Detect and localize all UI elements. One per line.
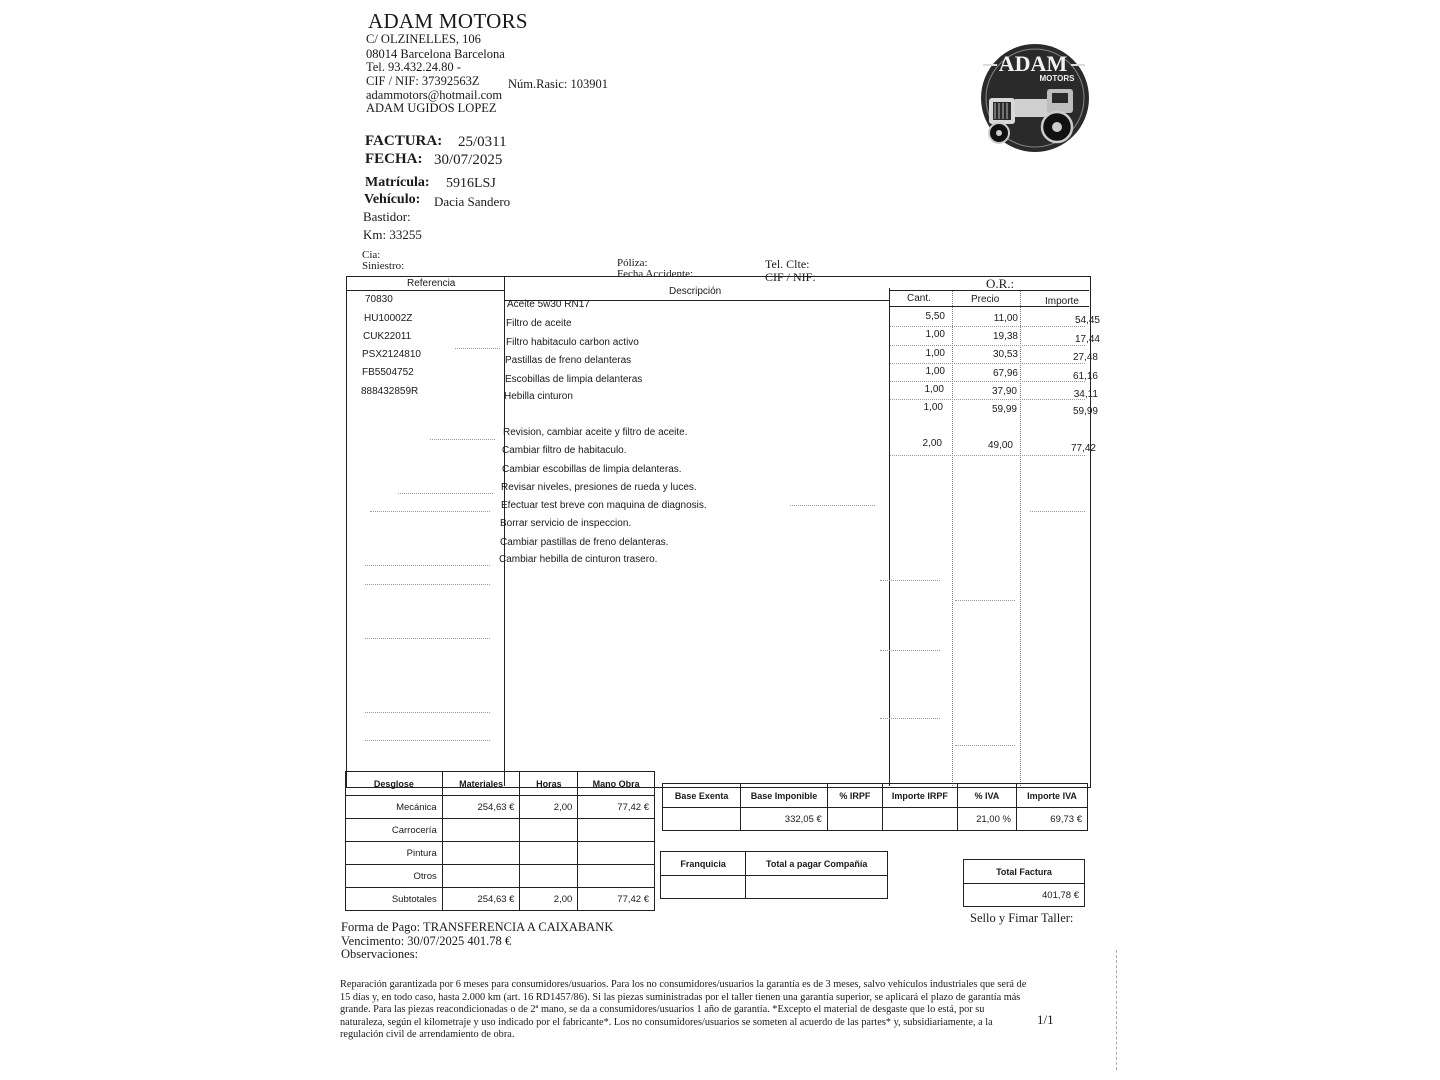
desglose-materiales (442, 819, 520, 842)
legal-text: Reparación garantizada por 6 meses para consumidores/usuarios. Para los no consumidores/usuarios la garantía es de 3 meses, salvo vehículos industriales que será de 15 días y, en todo caso, hasta 2.000 km (art. 16 RD1457/86). Si las piezas suministradas por el taller tienen una garantía superior, se aplicará el plazo de garantía más grande. Para las piezas reacondicionadas o de 2ª mano, se da a consumidores/usuarios 1 año de garantía. *Excepto el material de desgaste que lo está, por su naturaleza, según el kilometraje y uso indicado por el fabricante*. Los no consumidores/usuarios se someten al acuerdo de las partes* y, subsidiariamente, a la regulación civil de arrendamiento de obra. (340, 979, 1027, 1041)
desglose-row-label: Subtotales (346, 888, 443, 911)
item-ref: PSX2124810 (362, 349, 421, 360)
desglose-header: Materiales (442, 772, 520, 796)
labor-line: Cambiar pastillas de freno delanteras. (500, 537, 669, 548)
item-cant: 1,00 (925, 366, 945, 377)
desglose-materiales (442, 842, 520, 865)
company-rasic: Núm.Rasic: 103901 (508, 77, 608, 91)
desglose-mano-obra (578, 819, 655, 842)
tax-header: % IRPF (827, 784, 882, 808)
item-cant: 5,50 (925, 311, 945, 322)
tax-header: Base Imponible (741, 784, 828, 808)
siniestro-label: Siniestro: (362, 260, 405, 272)
labor-line: Cambiar filtro de habitaculo. (502, 445, 627, 456)
desglose-materiales: 254,63 € (442, 888, 520, 911)
total-label: Total Factura (964, 860, 1085, 884)
item-precio: 59,99 (991, 404, 1017, 415)
desglose-materiales (442, 865, 520, 888)
forma-pago: Forma de Pago: TRANSFERENCIA A CAIXABANK (341, 920, 614, 934)
desglose-horas (520, 865, 578, 888)
total-table (963, 859, 1085, 907)
base-imponible: 332,05 € (741, 808, 828, 831)
company-cif: CIF / NIF: 37392563Z (366, 74, 480, 88)
item-ref: 70830 (365, 294, 393, 305)
item-importe: 17,44 (1074, 334, 1100, 345)
pct-iva: 21,00 % (957, 808, 1016, 831)
item-precio: 11,00 (993, 313, 1018, 324)
desglose-horas: 2,00 (520, 796, 578, 819)
desglose-mano-obra (578, 842, 655, 865)
company-email: adammotors@hotmail.com (366, 88, 503, 102)
item-importe: 61,16 (1072, 371, 1098, 382)
labor-line: Cambiar hebilla de cinturon trasero. (499, 554, 658, 565)
company-address: C/ OLZINELLES, 106 (366, 32, 481, 46)
labor-precio: 49,00 (987, 440, 1013, 451)
pct-irpf (827, 808, 882, 831)
labor-line: Revision, cambiar aceite y filtro de aceite. (503, 427, 688, 438)
franquicia-header: Total a pagar Compañía (746, 852, 888, 876)
poliza-label: Póliza: (617, 257, 648, 269)
factura-number: 25/0311 (458, 134, 507, 150)
matricula-label: Matrícula: (365, 175, 430, 190)
fecha-accidente-label: Fecha Accidente: (617, 268, 694, 280)
item-precio: 30,53 (992, 349, 1018, 360)
factura-label: FACTURA: (365, 133, 443, 149)
vehiculo-value: Dacia Sandero (434, 194, 511, 209)
labor-cant: 2,00 (922, 438, 942, 449)
item-importe: 59,99 (1072, 406, 1098, 417)
fecha-value: 30/07/2025 (434, 152, 503, 168)
tax-header: Importe IRPF (883, 784, 958, 808)
tel-cte-label: Tel. Clte: (765, 257, 810, 271)
adam-motors-logo (967, 43, 1103, 153)
desglose-header: Desglose (346, 772, 443, 796)
labor-line: Borrar servicio de inspeccion. (500, 518, 632, 529)
item-importe: 54,45 (1074, 315, 1100, 326)
item-ref: CUK22011 (363, 331, 412, 342)
sello-label: Sello y Fimar Taller: (970, 911, 1074, 925)
desglose-row-label: Carrocería (346, 819, 443, 842)
tax-table (662, 783, 1088, 831)
item-cant: 1,00 (925, 329, 945, 340)
matricula-value: 5916LSJ (446, 176, 496, 191)
labor-line: Cambiar escobillas de limpia delanteras. (502, 464, 682, 475)
desglose-row-label: Pintura (346, 842, 443, 865)
desglose-materiales: 254,63 € (442, 796, 520, 819)
labor-line: Efectuar test breve con maquina de diagnosis. (501, 500, 707, 511)
km-value: Km: 33255 (363, 227, 422, 242)
company-tel: Tel. 93.432.24.80 - (366, 60, 461, 74)
desglose-mano-obra (578, 865, 655, 888)
importe-irpf (883, 808, 958, 831)
labor-importe: 77,42 (1070, 443, 1096, 454)
item-precio: 19,38 (992, 331, 1018, 342)
desglose-header: Mano Obra (578, 772, 655, 796)
item-cant: 1,00 (923, 402, 943, 413)
desglose-horas (520, 819, 578, 842)
logo-word: ADAM (998, 51, 1068, 76)
cif-nif-label: CIF / NIF: (765, 270, 816, 284)
desglose-mano-obra: 77,42 € (578, 796, 655, 819)
or-label: O.R.: (986, 276, 1015, 291)
item-cant: 1,00 (924, 384, 944, 395)
importe-iva: 69,73 € (1016, 808, 1087, 831)
item-desc: Filtro habitaculo carbon activo (506, 337, 639, 348)
item-precio: 67,96 (992, 368, 1018, 379)
cia-label: Cia: (362, 249, 381, 261)
th-cant: Cant. (907, 293, 931, 304)
desglose-header: Horas (520, 772, 578, 796)
item-precio: 37,90 (991, 386, 1017, 397)
franquicia-header: Franquicia (661, 852, 746, 876)
company-name: ADAM MOTORS (368, 9, 528, 33)
company-owner: ADAM UGIDOS LOPEZ (366, 101, 497, 115)
company-city: 08014 Barcelona Barcelona (366, 47, 505, 61)
tax-header: % IVA (957, 784, 1016, 808)
th-descripcion: Descripción (669, 286, 722, 297)
item-desc: Escobillas de limpia delanteras (505, 374, 643, 385)
total-value: 401,78 € (964, 884, 1085, 907)
th-importe: Importe (1045, 296, 1079, 307)
tax-header: Base Exenta (663, 784, 741, 808)
desglose-row-label: Otros (346, 865, 443, 888)
item-ref: HU10002Z (364, 313, 413, 324)
desglose-mano-obra: 77,42 € (578, 888, 655, 911)
vencimiento: Vencimento: 30/07/2025 401.78 € (341, 934, 512, 948)
item-desc: Filtro de aceite (506, 318, 572, 329)
desglose-row-label: Mecánica (346, 796, 443, 819)
tax-header: Importe IVA (1016, 784, 1087, 808)
desglose-horas: 2,00 (520, 888, 578, 911)
base-exenta (663, 808, 741, 831)
item-ref: 888432859R (361, 386, 419, 397)
bastidor-label: Bastidor: (363, 209, 411, 224)
item-ref: FB5504752 (362, 367, 414, 378)
th-referencia: Referencia (407, 278, 456, 289)
logo-sub: MOTORS (1039, 74, 1075, 83)
labor-line: Revisar niveles, presiones de rueda y luces. (501, 482, 697, 493)
item-importe: 27,48 (1072, 352, 1098, 363)
desglose-table (345, 771, 655, 911)
vehiculo-label: Vehículo: (364, 192, 421, 207)
th-precio: Precio (971, 294, 1000, 305)
desglose-horas (520, 842, 578, 865)
item-desc: Pastillas de freno delanteras (505, 355, 632, 366)
item-desc: Hebilla cinturon (504, 391, 573, 402)
item-cant: 1,00 (925, 348, 945, 359)
page-number: 1/1 (1037, 1012, 1054, 1027)
franquicia-table (660, 851, 888, 899)
item-desc: Aceite 5w30 RN17 (507, 299, 590, 310)
fecha-label: FECHA: (365, 151, 423, 167)
observaciones-label: Observaciones: (341, 947, 419, 961)
item-importe: 34,11 (1073, 389, 1098, 400)
